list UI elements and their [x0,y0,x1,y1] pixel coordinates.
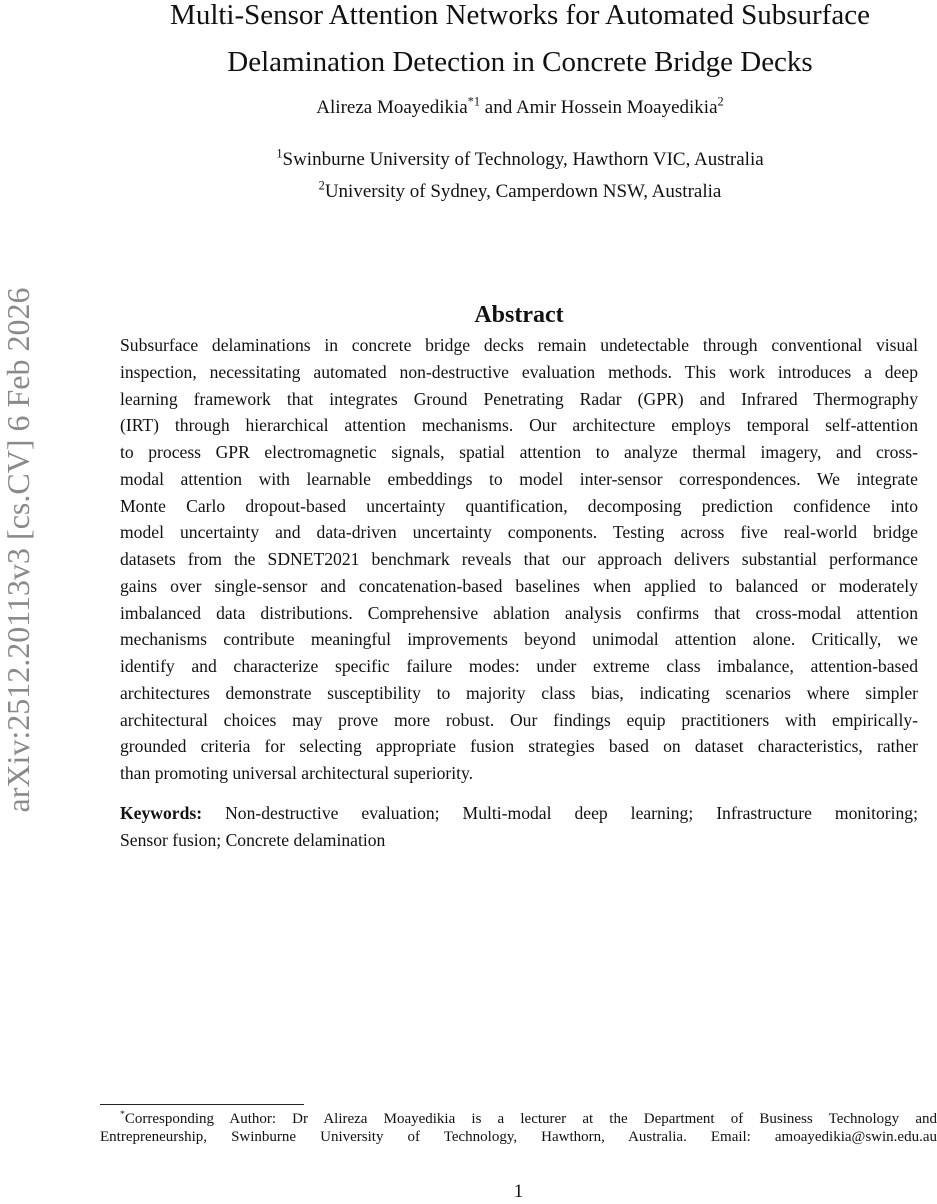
affiliation-2 [120,180,920,204]
abstract-line: imbalanced data distributions. Comprehensive ablation analysis confirms that cross-modal attention [120,602,918,623]
affiliation-text: Swinburne University of Technology, Hawthorn VIC, Australia [282,149,764,170]
author-name: Amir Hossein Moayedikia [515,97,718,118]
title-line-1: Multi-Sensor Attention Networks for Automated Subsurface [170,0,870,31]
abstract-line: modal attention with learnable embeddings to model inter-sensor correspondences. We integrate [120,468,918,489]
keywords-label: Keywords: [120,803,203,823]
footnote-rule [100,1104,304,1105]
keywords-line-1 [120,802,918,824]
abstract-line: to process GPR electromagnetic signals, spatial attention to analyze thermal imagery, and cross- [120,442,918,462]
authors [120,96,920,120]
abstract-line: architectures demonstrate susceptibility to majority class bias, indicating scenarios where simpler [120,682,918,703]
abstract-line: (IRT) through hierarchical attention mechanisms. Our architecture employs temporal self-attention [120,415,918,436]
affiliation-mark: 2 [318,178,325,193]
keywords-line-2: Sensor fusion; Concrete delamination [120,830,386,850]
abstract-line: gains over single-sensor and concatenation-based baselines when applied to balanced or moderately [120,575,918,596]
footnote-mark: * [120,1109,125,1120]
abstract-line: datasets from the SDNET2021 benchmark reveals that our approach delivers substantial performance [120,549,918,569]
author-mark: 2 [717,94,724,109]
abstract-line: learning framework that integrates Ground Penetrating Radar (GPR) and Infrared Thermography [120,388,918,409]
abstract-line: than promoting universal architectural superiority. [120,763,474,783]
abstract-line: architectural choices may prove more robust. Our findings equip practitioners with empirically- [120,709,918,730]
footnote-text: Corresponding Author: Dr Alireza Moayedikia is a lecturer at the Department of Business Technology and [124,1111,937,1127]
title-line-2: Delamination Detection in Concrete Bridge Decks [227,46,813,78]
affiliation-1 [120,148,920,172]
abstract-line: identify and characterize specific failure modes: under extreme class imbalance, attention-based [120,656,918,676]
keywords-text: Non-destructive evaluation; Multi-modal deep learning; Infrastructure monitoring; [225,803,918,823]
abstract-line: inspection, necessitating automated non-destructive evaluation methods. This work introduces a deep [120,361,918,382]
page-number: 1 [513,1181,524,1202]
abstract-line: Subsurface delaminations in concrete bridge decks remain undetectable through conventional visual [120,335,918,355]
footnote-line-1 [100,1110,937,1128]
arxiv-stamp: arXiv:2512.20113v3 [cs.CV] 6 Feb 2026 [0,287,36,813]
footnote-line-2: Entrepreneurship, Swinburne University of Technology, Hawthorn, Australia. Email: amoayedikia@swin.edu.au [100,1129,937,1145]
author-name: Alireza Moayedikia [316,97,468,118]
author-mark: *1 [467,94,481,109]
affiliation-text: University of Sydney, Camperdown NSW, Australia [324,181,722,202]
abstract-heading: Abstract [474,302,564,328]
abstract-line: Monte Carlo dropout-based uncertainty quantification, decomposing prediction confidence into [120,495,918,516]
abstract-line: mechanisms contribute meaningful improvements beyond unimodal attention alone. Critically, we [120,629,918,650]
abstract-line: grounded criteria for selecting appropriate fusion strategies based on dataset characteristics, rather [120,736,918,757]
abstract-line: model uncertainty and data-driven uncertainty components. Testing across five real-world bridge [120,522,918,543]
authors-joiner: and [480,97,516,118]
affiliation-mark: 1 [276,146,283,161]
